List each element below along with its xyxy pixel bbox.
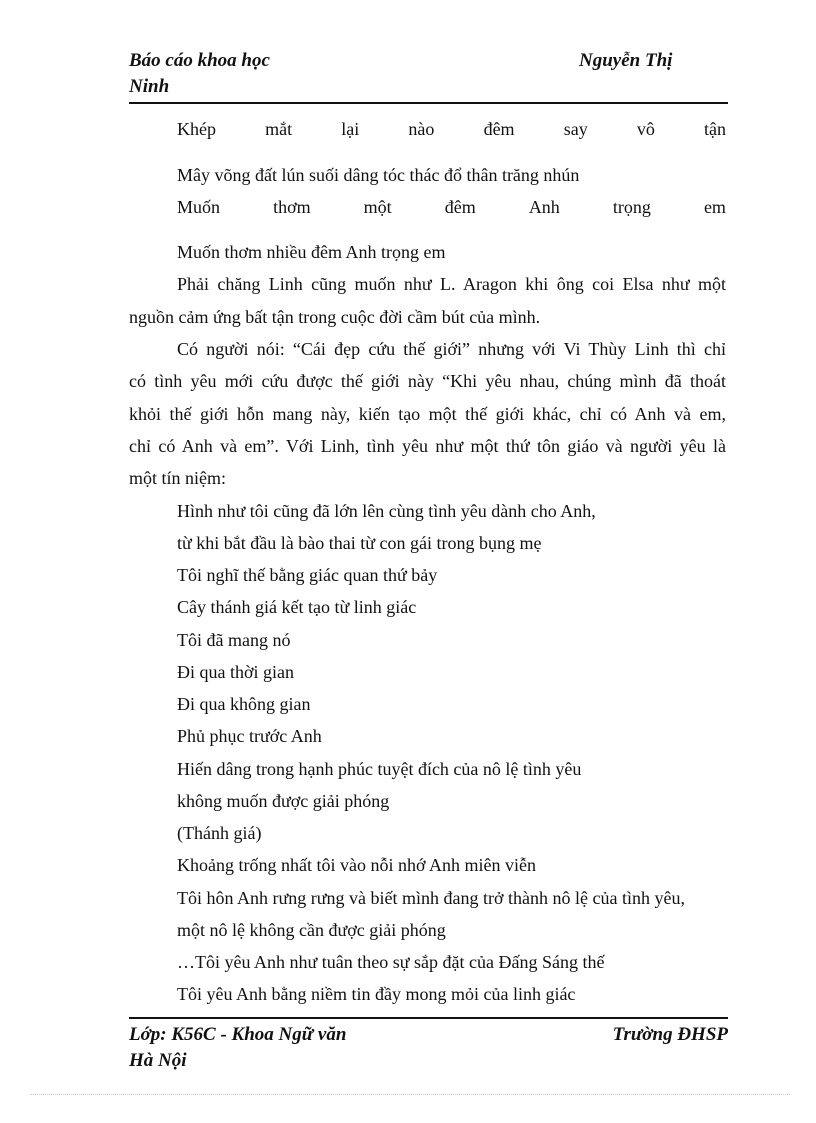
poem-line: Khoảng trống nhất tôi vào nỗi nhớ Anh miên viễn [177,855,536,875]
poem-line: Cây thánh giá kết tạo từ linh giác [177,597,417,617]
poem-line: Tôi nghĩ thế bằng giác quan thứ bảy [177,565,438,585]
poem-line-spread-2 [177,195,726,219]
paragraph-line: khỏi thế giới hỗn mang này, kiến tạo một thế giới khác, chỉ có Anh và em, [129,404,726,424]
word: Khép [177,119,216,139]
poem-line: Mây võng đất lún suối dâng tóc thác đổ thân trăng nhún [177,165,580,185]
poem-line: không muốn được giải phóng [177,791,390,811]
paragraph-line: có tình yêu mới cứu được thế giới này “Khi yêu nhau, chúng mình đã thoát [129,371,726,391]
word: thơm [273,197,311,217]
header-title: Báo cáo khoa học [129,50,270,71]
footer-school: Trường ĐHSP [612,1024,728,1045]
word: mắt [265,119,293,139]
word: tận [703,119,726,139]
header-author: Nguyễn Thị [579,50,673,71]
header-rule [129,102,728,104]
word: một [363,197,392,217]
poem-line: một nô lệ không cần được giải phóng [177,920,446,940]
poem-line: Tôi đã mang nó [177,630,291,650]
paragraph-line: Phải chăng Linh cũng muốn như L. Aragon khi ông coi Elsa như một [177,274,726,294]
poem-line: …Tôi yêu Anh như tuân theo sự sắp đặt của Đấng Sáng thế [177,952,605,972]
word: Muốn [177,197,221,217]
poem-attribution: (Thánh giá) [177,823,262,843]
word: say [563,119,588,139]
poem-line: Tôi hôn Anh rưng rưng và biết mình đang trở thành nô lệ của tình yêu, [177,888,685,908]
header-author-cont: Ninh [129,76,170,97]
word: lại [341,119,360,139]
poem-line: từ khi bắt đầu là bào thai từ con gái trong bụng mẹ [177,533,542,553]
paragraph-line: một tín niệm: [129,468,226,488]
poem-line: Muốn thơm nhiều đêm Anh trọng em [177,242,446,262]
footer-city: Hà Nội [129,1050,187,1071]
word: vô [636,119,655,139]
footer-class: Lớp: K56C - Khoa Ngữ văn [129,1024,347,1045]
poem-line-spread-1 [177,117,726,141]
paragraph-line: nguồn cảm ứng bất tận trong cuộc đời cầm bút của mình. [129,307,541,327]
poem-line: Phủ phục trước Anh [177,726,322,746]
footer-rule [129,1017,728,1019]
paragraph-line: Có người nói: “Cái đẹp cứu thế giới” nhưng với Vi Thùy Linh thì chỉ [177,339,726,359]
word: đêm [444,197,476,217]
page-bottom-dotted-rule [30,1094,790,1095]
poem-line: Tôi yêu Anh bằng niềm tin đầy mong mỏi của linh giác [177,984,576,1004]
poem-line: Đi qua không gian [177,694,311,714]
word: đêm [483,119,515,139]
word: Anh [528,197,560,217]
poem-line: Hiến dâng trong hạnh phúc tuyệt đích của nô lệ tình yêu [177,759,582,779]
word: nào [408,119,435,139]
paragraph-line: chỉ có Anh và em”. Với Linh, tình yêu như một thứ tôn giáo và người yêu là [129,436,726,456]
word: em [703,197,726,217]
word: trọng [612,197,651,217]
poem-line: Hình như tôi cũng đã lớn lên cùng tình yêu dành cho Anh, [177,501,596,521]
poem-line: Đi qua thời gian [177,662,294,682]
